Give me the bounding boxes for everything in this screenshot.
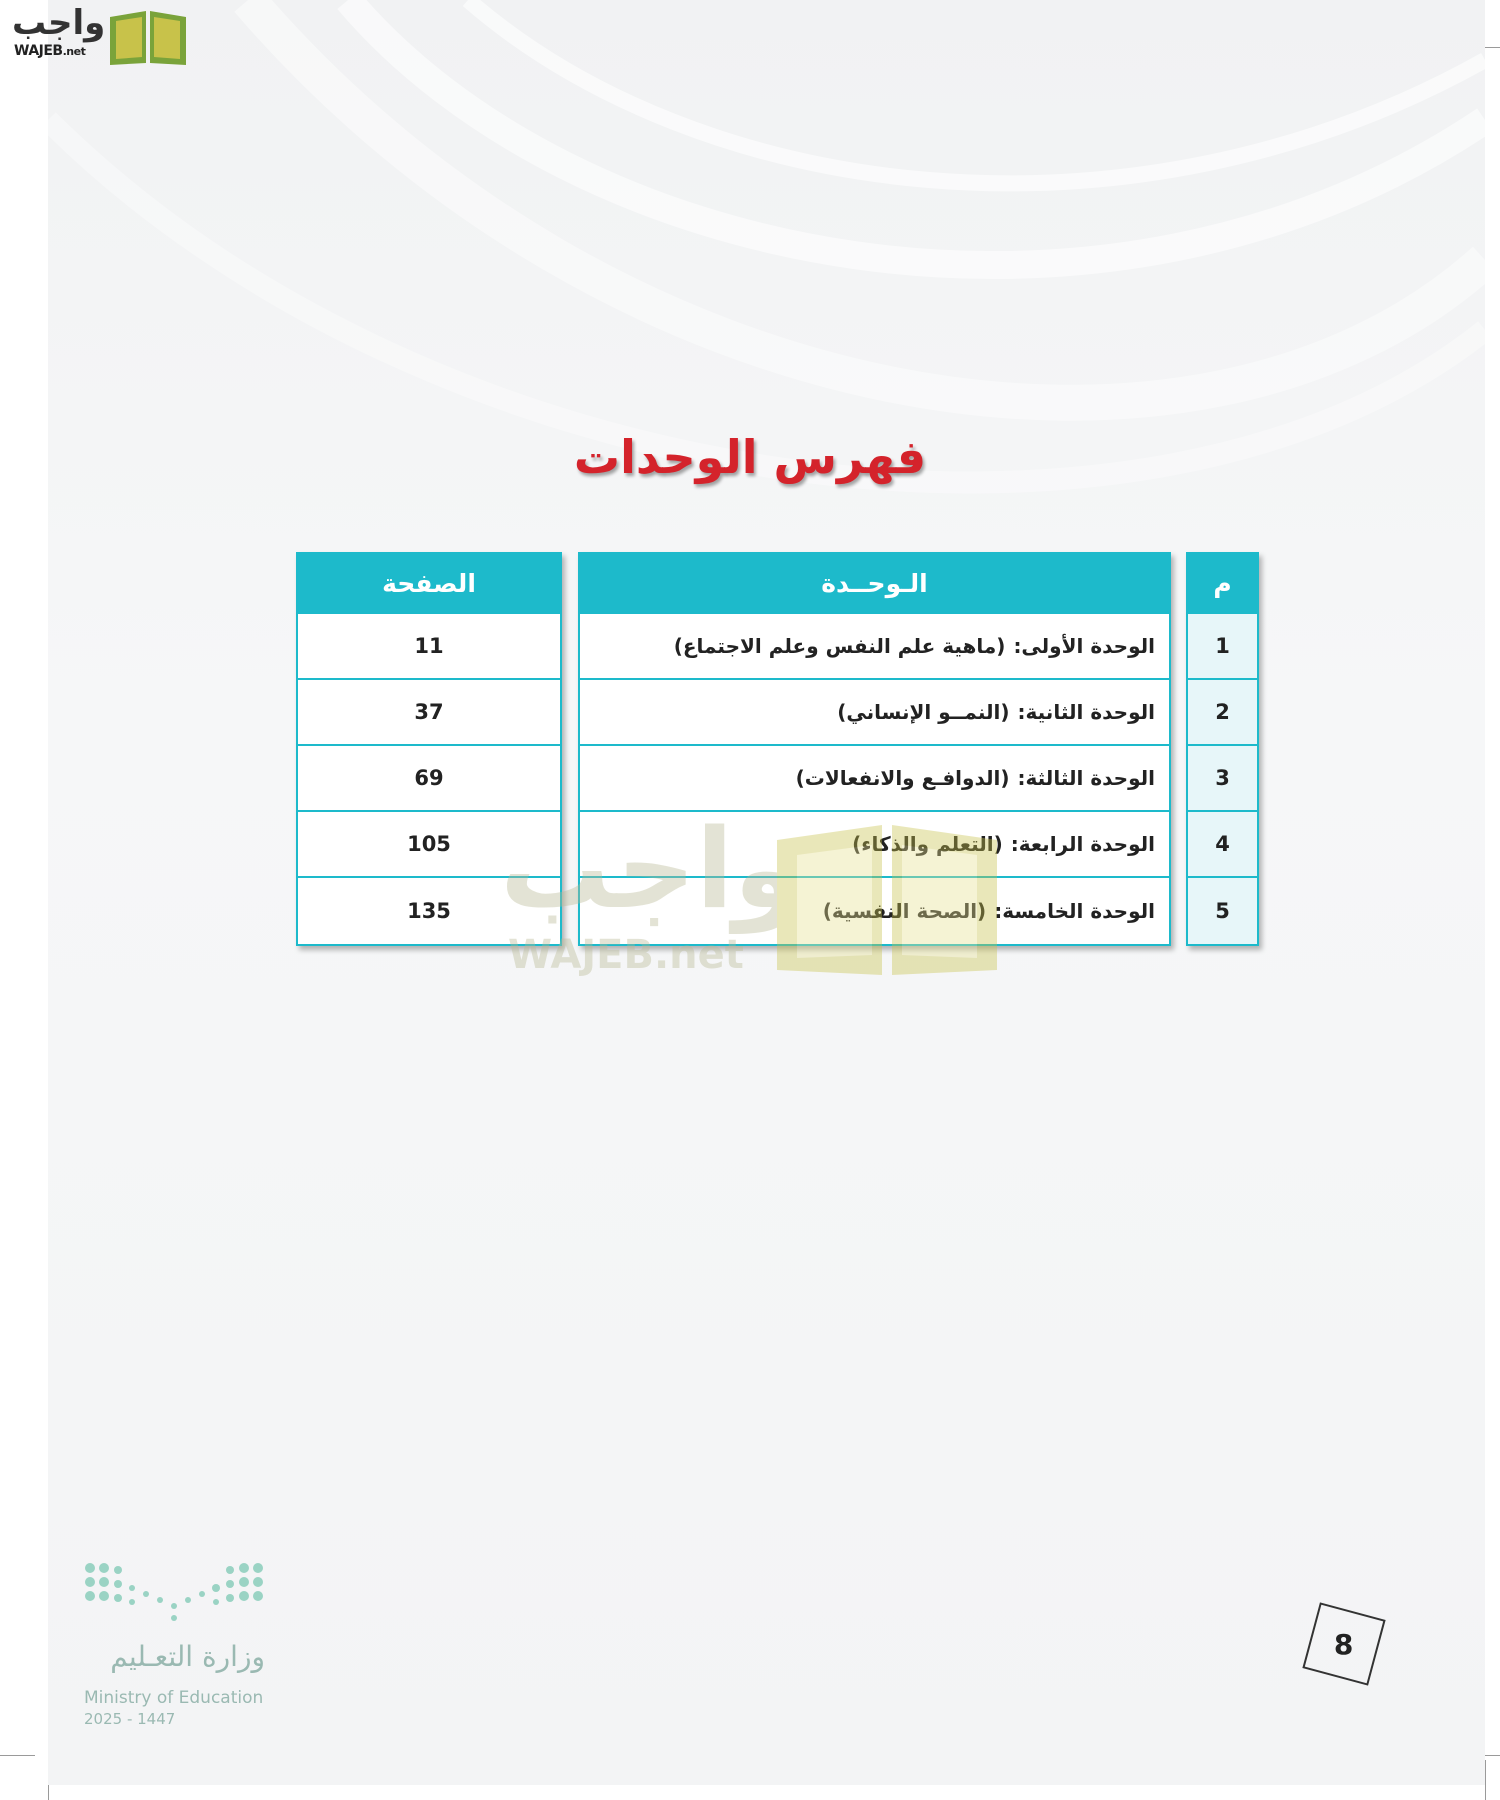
number-column-body bbox=[1186, 614, 1259, 946]
brand-latin-text: WAJEB bbox=[14, 43, 63, 59]
brand-latin bbox=[14, 43, 85, 59]
ministry-year: 2025 - 1447 bbox=[84, 1710, 176, 1728]
crop-mark bbox=[1485, 1760, 1486, 1800]
unit-column bbox=[578, 552, 1171, 946]
number-cell: 2 bbox=[1188, 680, 1257, 746]
unit-column-body bbox=[578, 614, 1171, 946]
unit-column-header: الـوحــدة bbox=[578, 552, 1171, 614]
unit-cell bbox=[580, 878, 1169, 944]
unit-title: (ماهية علم النفس وعلم الاجتماع) bbox=[673, 634, 1006, 658]
page-cell: 11 bbox=[298, 614, 560, 680]
number-column bbox=[1186, 552, 1259, 946]
page-column bbox=[296, 552, 562, 946]
ministry-emblem-icon bbox=[80, 1560, 270, 1630]
page-number-text: 8 bbox=[1334, 1627, 1354, 1661]
book-icon bbox=[108, 5, 188, 67]
unit-label: الوحدة الثانية: bbox=[1017, 700, 1155, 724]
unit-title: (الصحة النفسية) bbox=[822, 899, 987, 923]
unit-cell bbox=[580, 746, 1169, 812]
brand-logo bbox=[8, 5, 190, 67]
unit-label: الوحدة الأولى: bbox=[1013, 634, 1155, 658]
ministry-name-english: Ministry of Education bbox=[84, 1688, 264, 1708]
unit-title: (التعلم والذكاء) bbox=[852, 832, 1003, 856]
page-column-body bbox=[296, 614, 562, 946]
unit-label: الوحدة الرابعة: bbox=[1010, 832, 1155, 856]
page-cell: 135 bbox=[298, 878, 560, 944]
page-cell: 37 bbox=[298, 680, 560, 746]
unit-cell bbox=[580, 614, 1169, 680]
unit-cell bbox=[580, 680, 1169, 746]
number-cell: 4 bbox=[1188, 812, 1257, 878]
page-column-header: الصفحة bbox=[296, 552, 562, 614]
unit-label: الوحدة الخامسة: bbox=[994, 899, 1155, 923]
unit-title: (الدوافـع والانفعالات) bbox=[795, 766, 1010, 790]
unit-cell bbox=[580, 812, 1169, 878]
number-column-header: م bbox=[1186, 552, 1259, 614]
brand-arabic: واجب bbox=[12, 3, 106, 43]
unit-title: (النمــو الإنساني) bbox=[837, 700, 1010, 724]
page-title: فهرس الوحدات bbox=[573, 430, 927, 484]
brand-suffix: .net bbox=[62, 45, 86, 58]
unit-label: الوحدة الثالثة: bbox=[1017, 766, 1155, 790]
ministry-name-arabic: وزارة التعـليم bbox=[110, 1640, 265, 1673]
page-cell: 105 bbox=[298, 812, 560, 878]
number-cell: 1 bbox=[1188, 614, 1257, 680]
number-cell: 3 bbox=[1188, 746, 1257, 812]
watermark-arabic: واجب bbox=[500, 805, 802, 933]
watermark-latin: WAJEB.net bbox=[508, 932, 744, 978]
page-cell: 69 bbox=[298, 746, 560, 812]
crop-mark bbox=[0, 1755, 35, 1756]
number-cell: 5 bbox=[1188, 878, 1257, 944]
